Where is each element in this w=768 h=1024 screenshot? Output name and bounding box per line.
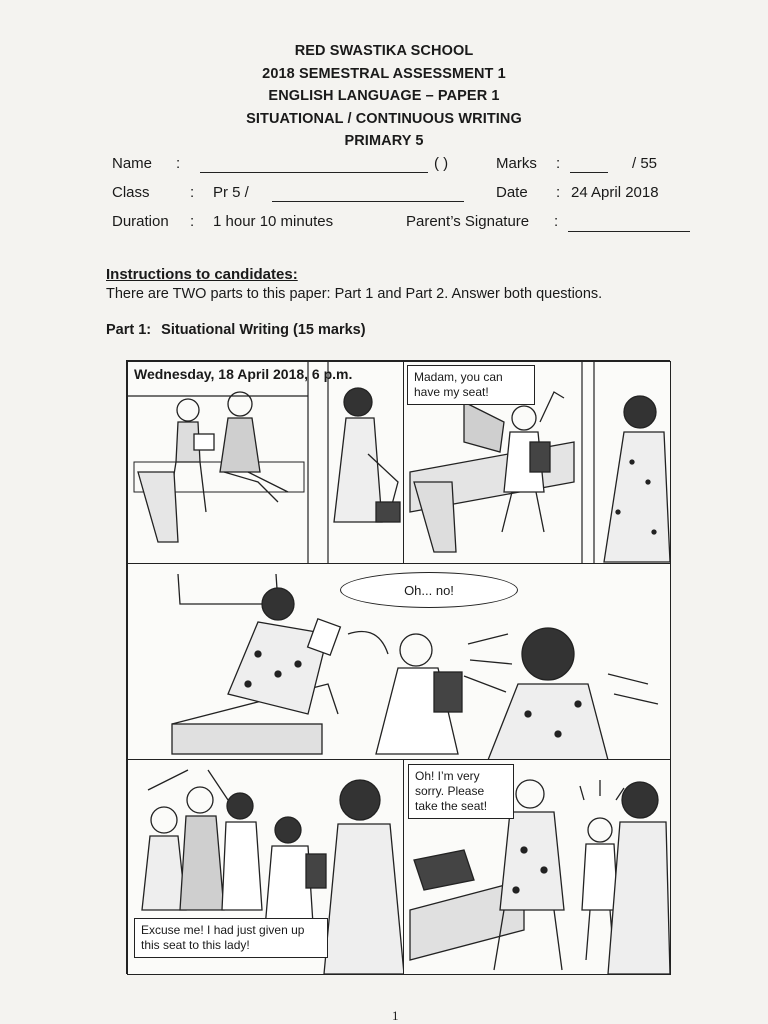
assessment-title: 2018 SEMESTRAL ASSESSMENT 1 <box>262 65 506 82</box>
panel-1-illustration <box>128 362 404 564</box>
panel-5 <box>403 759 671 975</box>
date-label: Date <box>496 184 528 201</box>
marks-line[interactable] <box>570 172 608 173</box>
speech-bubble-seat: Madam, you can have my seat! <box>407 365 535 405</box>
name-label: Name <box>112 155 153 172</box>
instructions-title: Instructions to candidates: <box>106 266 298 283</box>
duration-colon: : <box>190 213 195 230</box>
class-line[interactable] <box>272 201 464 202</box>
paper-title: SITUATIONAL / CONTINUOUS WRITING <box>246 110 522 127</box>
document-header <box>0 40 768 153</box>
comic-strip <box>126 360 670 974</box>
part1-label: Part 1: <box>106 322 152 338</box>
signature-colon: : <box>554 213 559 230</box>
class-label: Class <box>112 184 150 201</box>
panel-1 <box>127 361 405 565</box>
panel-2 <box>403 361 671 565</box>
level-title: PRIMARY 5 <box>344 133 424 149</box>
signature-line[interactable] <box>568 231 690 232</box>
duration-label: Duration <box>112 213 169 230</box>
panel-4 <box>127 759 405 975</box>
name-colon: : <box>176 155 181 172</box>
duration-value: 1 hour 10 minutes <box>213 213 334 230</box>
speech-bubble-sorry: Oh! I’m very sorry. Please take the seat! <box>408 764 514 819</box>
speech-bubble-oh-no: Oh... no! <box>340 572 518 608</box>
date-colon: : <box>556 184 561 201</box>
subject-title: ENGLISH LANGUAGE – PAPER 1 <box>268 88 500 104</box>
part1-heading <box>106 322 366 338</box>
marks-colon: : <box>556 155 561 172</box>
marks-label: Marks <box>496 155 537 172</box>
comic-date-caption: Wednesday, 18 April 2018, 6 p.m. <box>134 366 353 382</box>
date-value: 24 April 2018 <box>571 184 659 201</box>
speech-bubble-excuse-me: Excuse me! I had just given up this seat to this lady! <box>134 918 328 958</box>
part1-title: Situational Writing (15 marks) <box>161 322 366 338</box>
class-colon: : <box>190 184 195 201</box>
page-number: 1 <box>392 1008 399 1023</box>
marks-total: / 55 <box>632 155 658 172</box>
school-name: RED SWASTIKA SCHOOL <box>294 43 474 59</box>
signature-label: Parent’s Signature <box>406 213 530 230</box>
instructions-text: There are TWO parts to this paper: Part 1 and Part 2. Answer both questions. <box>106 286 603 302</box>
panel-3 <box>127 563 671 761</box>
class-value: Pr 5 / <box>213 184 249 201</box>
name-register-number: ( ) <box>434 155 449 172</box>
name-line[interactable] <box>200 172 428 173</box>
